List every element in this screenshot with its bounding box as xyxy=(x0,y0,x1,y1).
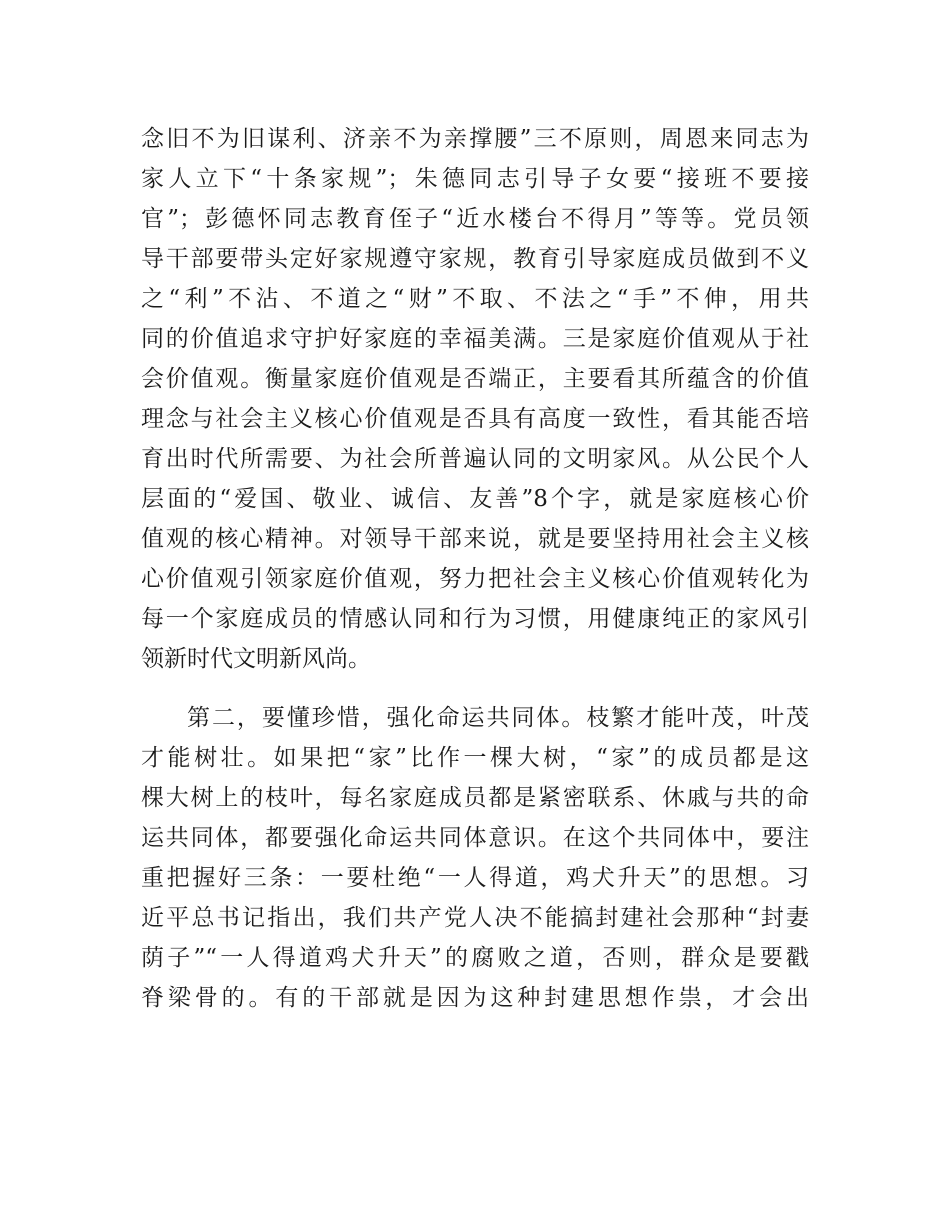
text-line: 同的价值追求守护好家庭的幸福美满。三是家庭价值观从于社 xyxy=(141,326,809,352)
text-line: 官”；彭德怀同志教育侄子“近水楼台不得月”等等。党员领 xyxy=(141,206,809,232)
text-line: 棵大树上的枝叶，每名家庭成员都是紧密联系、休戚与共的命 xyxy=(141,785,809,811)
text-line: 家人立下“十条家规”；朱德同志引导子女要“接班不要接 xyxy=(141,166,809,192)
text-line: 脊梁骨的。有的干部就是因为这种封建思想作祟，才会出 xyxy=(141,985,809,1011)
text-line: 运共同体，都要强化命运共同体意识。在这个共同体中，要注 xyxy=(141,825,809,851)
text-line: 荫子”“一人得道鸡犬升天”的腐败之道，否则，群众是要戳 xyxy=(141,945,809,971)
text-line: 会价值观。衡量家庭价值观是否端正，主要看其所蕴含的价值 xyxy=(141,366,809,392)
text-line: 念旧不为旧谋利、济亲不为亲撑腰”三不原则，周恩来同志为 xyxy=(141,126,809,152)
text-line: 理念与社会主义核心价值观是否具有高度一致性，看其能否培 xyxy=(141,406,809,432)
text-line: 每一个家庭成员的情感认同和行为习惯，用健康纯正的家风引 xyxy=(141,606,809,632)
text-line: 重把握好三条：一要杜绝“一人得道，鸡犬升天”的思想。习 xyxy=(141,865,809,891)
text-line: 近平总书记指出，我们共产党人决不能搞封建社会那种“封妻 xyxy=(141,905,809,931)
text-line: 层面的“爱国、敬业、诚信、友善”8个字，就是家庭核心价 xyxy=(141,486,809,512)
text-line: 心价值观引领家庭价值观，努力把社会主义核心价值观转化为 xyxy=(141,566,809,592)
text-line: 育出时代所需要、为社会所普遍认同的文明家风。从公民个人 xyxy=(141,446,809,472)
paragraph-first-line: 第二，要懂珍惜，强化命运共同体。枝繁才能叶茂，叶茂 xyxy=(187,705,809,731)
text-line: 之“利”不沾、不道之“财”不取、不法之“手”不伸，用共 xyxy=(141,286,809,312)
text-line: 导干部要带头定好家规遵守家规，教育引导家庭成员做到不义 xyxy=(141,246,809,272)
text-line: 领新时代文明新风尚。 xyxy=(141,646,371,672)
text-line: 才能树壮。如果把“家”比作一棵大树，“家”的成员都是这 xyxy=(141,745,809,771)
text-line: 值观的核心精神。对领导干部来说，就是要坚持用社会主义核 xyxy=(141,526,809,552)
